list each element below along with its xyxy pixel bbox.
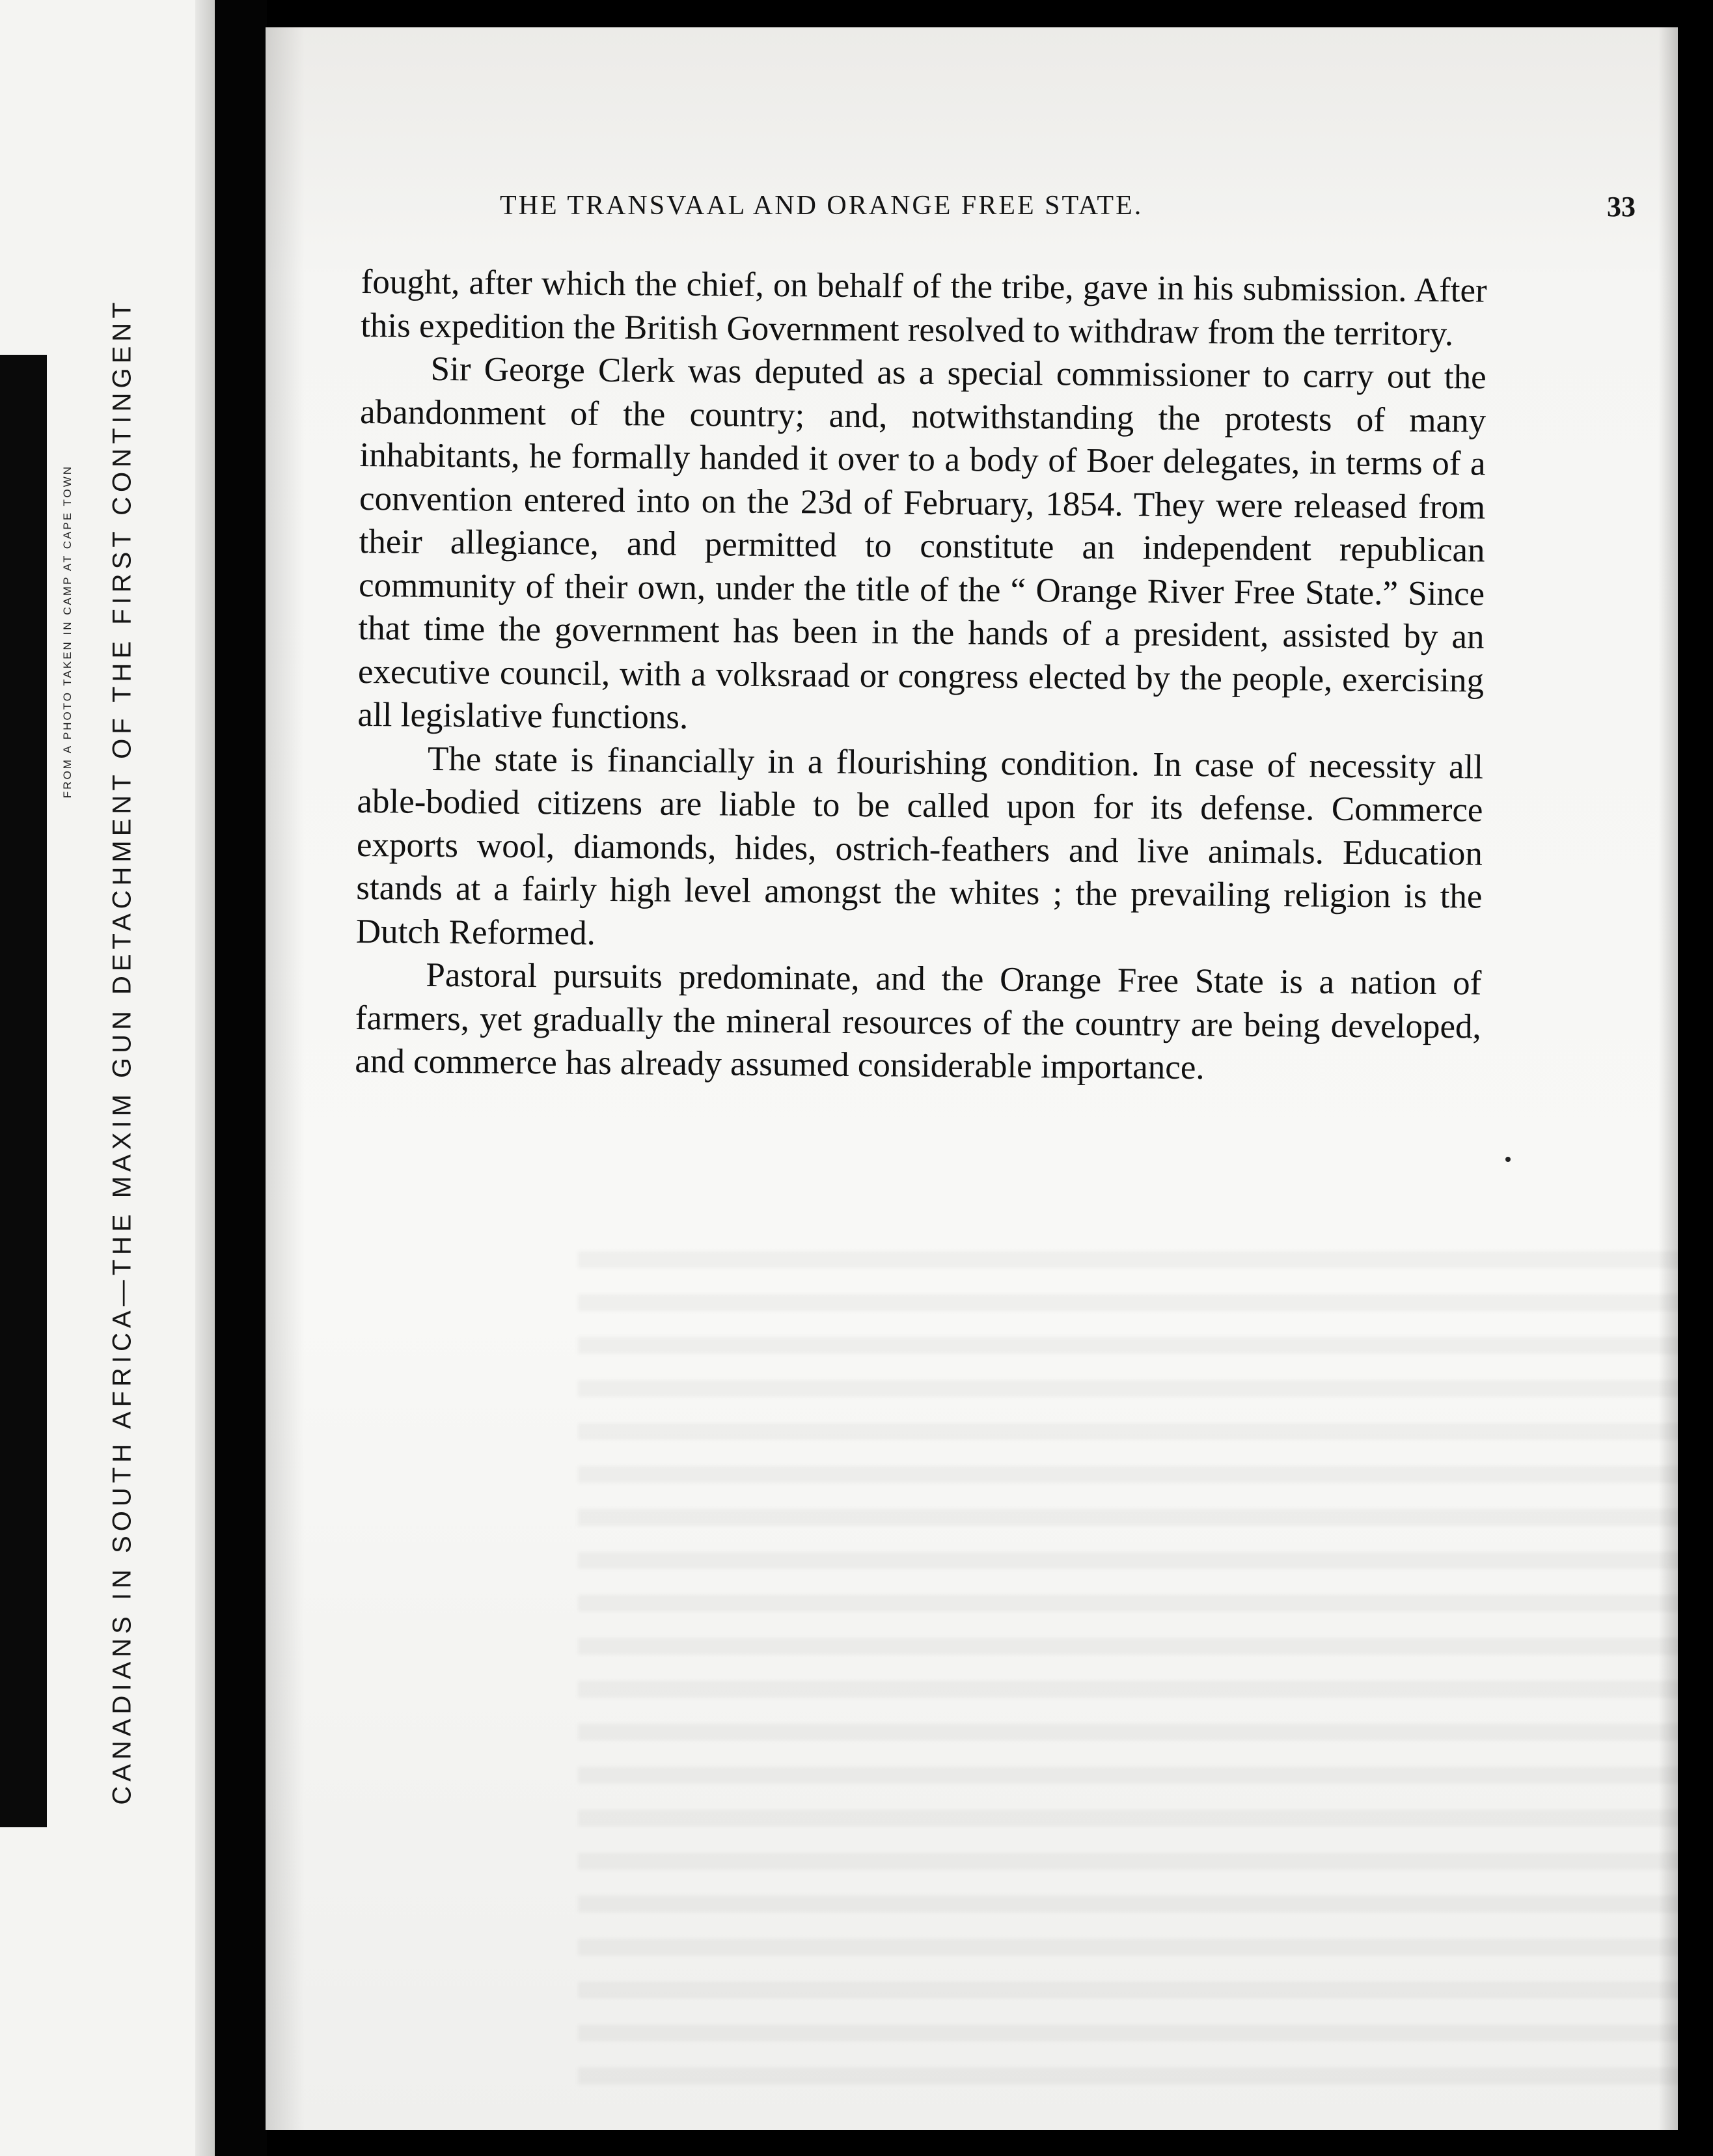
page-spine-shadow xyxy=(195,0,215,2156)
paragraph: The state is financially in a flourishing condition. In case of necessity all able-bodied citizens are liable to be called upon for its defense. Commerce exports wool, diamonds, hides, ostrich-feathers and live animals. Education stands at a fairly high level amongst the whites ; the prevailing religion is the Dutch Reformed. xyxy=(355,739,1484,952)
page-header xyxy=(500,190,1636,242)
page-shade-left xyxy=(266,27,305,2130)
paragraph: Pastoral pursuits predominate, and the Orange Free State is a nation of farmers, yet gradually the mineral resources of the country are being developed, and commerce has already assumed considerable importance. xyxy=(355,956,1482,1087)
page-number: 33 xyxy=(1607,191,1636,223)
plate-caption: CANADIANS IN SOUTH AFRICA—THE MAXIM GUN DETACHMENT OF THE FIRST CONTINGENT xyxy=(107,297,137,1805)
book-gutter xyxy=(215,0,267,2156)
plate-credit: FROM A PHOTO TAKEN IN CAMP AT CAPE TOWN xyxy=(61,464,74,799)
paragraph: Sir George Clerk was deputed as a special commissioner to carry out the abandonment of the country; and, notwithstanding the protests of many inhabitants, he formally handed it over to a body of Boer delegates, in terms of a convention entered into on the 23d of February, 1854. They were released from their allegiance, and permitted to constitute an independent republican community of their own, under the title of the “ Orange River Free State.” Since that time the government has been in the hands of a president, assisted by an executive council, with a volksraad or congress elected by the people, exercising all legislative functions. xyxy=(357,350,1487,736)
paragraph: fought, after which the chief, on behalf of the tribe, gave in his submission. After this expedition the British Government resolved to withdraw from the territory. xyxy=(360,262,1487,353)
running-head: THE TRANSVAAL AND ORANGE FREE STATE. xyxy=(500,191,1144,221)
facing-plate-page xyxy=(0,0,215,2156)
show-through-text xyxy=(578,1251,1684,2097)
plate-photo-edge xyxy=(0,355,47,1827)
body-text xyxy=(355,260,1487,1092)
ink-speck xyxy=(1505,1157,1511,1162)
